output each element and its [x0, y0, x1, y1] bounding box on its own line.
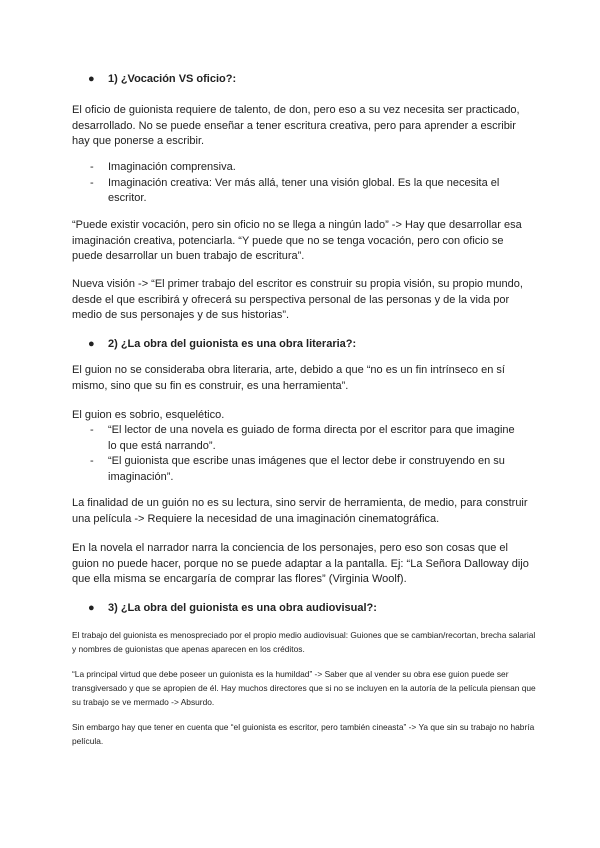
section-1-title: 1) ¿Vocación VS oficio?:	[108, 73, 237, 85]
section-2-title: 2) ¿La obra del guionista es una obra literaria?:	[108, 338, 357, 350]
section-1-list	[88, 160, 518, 207]
list-item-text: “El guionista que escribe unas imágenes que el lector debe ir construyendo en su imaginación”.	[108, 455, 505, 483]
list-item-text: “El lector de una novela es guiado de forma directa por el escritor para que imagine lo que está narrando”.	[108, 424, 515, 452]
section-2-paragraph-2: El guion es sobrio, esquelético.	[72, 409, 225, 421]
section-1-paragraph-3: Nueva visión -> “El primer trabajo del escritor es construir su propia visión, su propio mundo, desde el que escribirá y ofrecerá su perspectiva personal de las personas y de la vida por medio de sus personajes y de sus historias”.	[72, 278, 523, 322]
section-1-heading	[88, 72, 236, 87]
section-2-paragraph-1: El guion no se consideraba obra literaria, arte, debido a que “no es un fin intrínseco en sí mismo, sino que su fin es construir, es una herramienta”.	[72, 364, 505, 392]
dash-icon: -	[90, 161, 94, 173]
section-2-paragraph-3: La finalidad de un guión no es su lectura, sino servir de herramienta, de medio, para construir una película -> Requiere la necesidad de una imaginación cinematográfica.	[72, 497, 528, 525]
section-1-paragraph-1: El oficio de guionista requiere de talento, de don, pero eso a su vez necesita ser practicado, desarrollado. No se puede enseñar a tener escritura creativa, pero para aprender a escribir hay que ponerse a escribir.	[72, 104, 520, 148]
list-item-text: Imaginación creativa: Ver más allá, tener una visión global. Es la que necesita el escritor.	[108, 176, 500, 205]
list-item-text: Imaginación comprensiva.	[108, 161, 236, 173]
dash-icon: -	[90, 176, 94, 189]
list-item	[88, 176, 518, 207]
dash-icon: -	[90, 424, 94, 436]
dash-icon: -	[90, 455, 94, 468]
bullet-icon: ●	[88, 602, 95, 614]
section-3-paragraph-1: El trabajo del guionista es menospreciado por el propio medio audiovisual: Guiones que se cambian/recortan, brecha salarial y nombres de guionistas que apenas aparecen en los créditos.	[72, 630, 536, 655]
section-3-heading	[88, 601, 377, 616]
list-item	[88, 423, 518, 454]
section-3-paragraph-2: “La principal virtud que debe poseer un guionista es la humildad” -> Saber que al vender su obra ese guion puede ser transgiversado y que se apropien de él. Hay muchos directores que si no se incluyen en la autoría de la película piensan que su trabajo se ve mermado -> Absurdo.	[72, 669, 536, 708]
section-3-paragraph-3: Sin embargo hay que tener en cuenta que “el guionista es escritor, pero también cineasta” -> Ya que sin su trabajo no habría película.	[72, 722, 535, 747]
list-item	[88, 160, 518, 176]
bullet-icon: ●	[88, 73, 95, 85]
section-3-title: 3) ¿La obra del guionista es una obra audiovisual?:	[108, 602, 377, 614]
bullet-icon: ●	[88, 338, 95, 350]
section-1-paragraph-2: “Puede existir vocación, pero sin oficio no se llega a ningún lado” -> Hay que desarrollar esa imaginación creativa, potenciarla. “Y puede que no se tenga vocación, pero con oficio se puede desarrollar un buen trabajo de escritura”.	[72, 219, 522, 263]
list-item	[88, 454, 518, 485]
section-2-heading	[88, 337, 356, 352]
section-2-list	[88, 423, 518, 485]
section-2-paragraph-4: En la novela el narrador narra la conciencia de los personajes, pero eso son cosas que el guion no puede hacer, porque no se puede adaptar a la pantalla. Ej: “La Señora Dalloway dijo que ella misma se encargaría de comprar las flores” (Virginia Woolf).	[72, 542, 529, 586]
